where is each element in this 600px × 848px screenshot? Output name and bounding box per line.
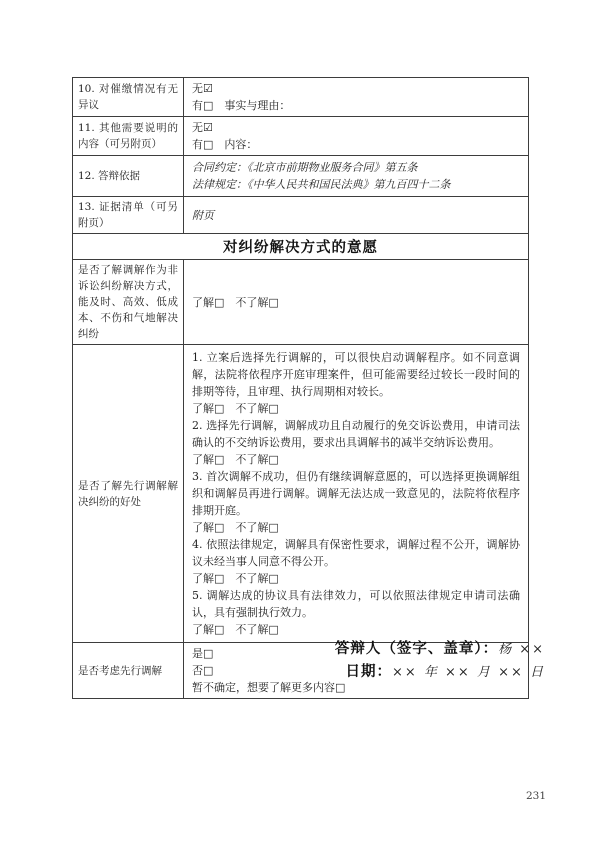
- option-line: 有□ 事实与理由：: [192, 99, 291, 112]
- row-label: 12. 答辩依据: [73, 156, 184, 197]
- row-label: 13. 证据清单（可另附页）: [73, 197, 184, 234]
- row-value: [184, 260, 529, 345]
- signature-block: [335, 636, 545, 682]
- table-row-11: [73, 117, 529, 156]
- answer-line: 了解□ 不了解□: [192, 453, 279, 466]
- page-number: 231: [525, 790, 547, 802]
- table-row-13: [73, 197, 529, 234]
- section-title: 对纠纷解决方式的意愿: [73, 234, 529, 260]
- answer-line: 了解□ 不了解□: [192, 572, 279, 585]
- defense-form-table: [72, 77, 529, 699]
- option-line: 暂不确定，想要了解更多内容□: [192, 681, 346, 694]
- item-text: 2. 选择先行调解，调解成功且自动履行的免交诉讼费用，申请司法确认的不交纳诉讼费用，要求出具调解书的减半交纳诉讼费用。: [192, 419, 520, 449]
- value-line: 合同约定：《北京市前期物业服务合同》第五条: [192, 161, 418, 174]
- row-value: [184, 197, 529, 234]
- question-label: 是否了解先行调解解决纠纷的好处: [73, 345, 184, 643]
- date-value: ×× 年 ×× 月 ×× 日: [391, 665, 545, 680]
- answer-line: 了解□ 不了解□: [192, 623, 279, 636]
- section-title-row: [73, 234, 529, 260]
- respondent-name: 杨 ××: [498, 642, 545, 657]
- option-line: 是□: [192, 647, 214, 660]
- respondent-signature-line: [335, 636, 545, 659]
- question-label: 是否了解调解作为非诉讼纠纷解决方式，能及时、高效、低成本、不伤和气地解决纠纷: [73, 260, 184, 345]
- table-row-12: [73, 156, 529, 197]
- value-line: 附页: [192, 208, 214, 222]
- question-row-awareness: [73, 260, 529, 345]
- answer-line: 了解□ 不了解□: [192, 521, 279, 534]
- row-value: [184, 345, 529, 643]
- answer-line: 了解□ 不了解□: [192, 295, 279, 309]
- option-line: 有□ 内容：: [192, 138, 258, 151]
- item-text: 5. 调解达成的协议具有法律效力，可以依照法律规定申请司法确认，具有强制执行效力。: [192, 589, 520, 619]
- row-value: [184, 156, 529, 197]
- item-text: 4. 依照法律规定，调解具有保密性要求，调解过程不公开，调解协议未经当事人同意不得公开。: [192, 538, 520, 568]
- item-text: 3. 首次调解不成功，但仍有继续调解意愿的，可以选择更换调解组织和调解员再进行调解。调解无法达成一致意见的，法院将依程序排期开庭。: [192, 470, 520, 517]
- answer-line: 了解□ 不了解□: [192, 402, 279, 415]
- date-line: [335, 659, 545, 682]
- respondent-label: 答辩人（签字、盖章）：: [334, 640, 499, 657]
- question-label: 是否考虑先行调解: [73, 643, 184, 699]
- row-value: [184, 117, 529, 156]
- option-line: 无☑: [192, 121, 213, 134]
- value-line: 法律规定：《中华人民共和国民法典》第九百四十二条: [192, 178, 451, 191]
- option-line: 否□: [192, 664, 214, 677]
- item-text: 1. 立案后选择先行调解的，可以很快启动调解程序。如不同意调解，法院将依程序开庭审理案件，但可能需要经过较长一段时间的排期等待，且审理、执行周期相对较长。: [192, 351, 520, 398]
- row-value: [184, 78, 529, 117]
- date-label: 日期：: [345, 663, 392, 680]
- table-row-10: [73, 78, 529, 117]
- row-label: 10. 对催缴情况有无异议: [73, 78, 184, 117]
- option-line: 无☑: [192, 82, 213, 95]
- row-label: 11. 其他需要说明的内容（可另附页）: [73, 117, 184, 156]
- question-row-benefits: [73, 345, 529, 643]
